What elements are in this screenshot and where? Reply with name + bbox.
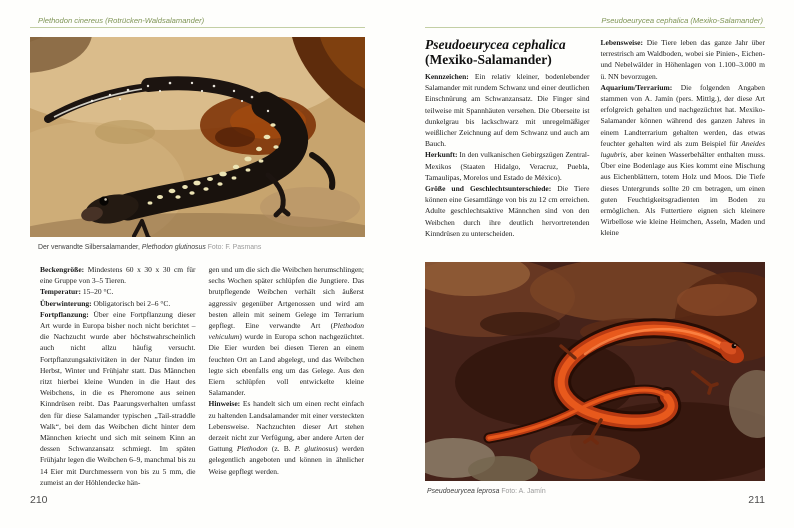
page-number-210: 210 xyxy=(30,494,48,506)
paragraph-kennzeichen: Kennzeichen: Ein relativ kleiner, bodenlebender Salamander mit rundem Schwanz und einer deutlichen Einschnürung am Schwanzansatz. Die Finger sind teilweise mit Spannhäuten versehen. Die Oberseite ist dunkelgrau bis lackschwarz mit unregelmäßiger weißlicher Zeichnung auf dem Schwanz und auch am Bauch. xyxy=(425,72,590,149)
paragraph-aquarium-terrarium: Aquarium/Terrarium: Die folgenden Angaben stammen von A. Jamín (pers. Mittlg.), der diese Art erfolgreich gehalten und nachgezüchtet hat. Mexiko-Salamander können während des ganzen Jahres in einem Landterrarium gehalten werden, das etwas feuchter gehalten wird als zum Beispiel für Aneides lugubris, aber keinen Wasserbehälter enthalten muss. Über eine Bodenlage aus Kies kommt eine Mischung aus Eichenblättern, totem Holz und Moos. Die Tiefe dieses Untergrunds sollte 20 cm betragen, um einen guten Feuchtigkeitsgradienten im Boden zu ermöglichen. Als Futtertiere eignen sich kleinere Wirbellose wie kleine Heimchen, Asseln, Maden und kleine xyxy=(600,82,765,238)
paragraph-temperatur: Temperatur: 15–20 °C. xyxy=(40,287,114,297)
paragraph-herkunft: Herkunft: In den vulkanischen Gebirgszügen Zentral-Mexikos (Staaten Hidalgo, Veracruz, Puebla, Tamaulipas, Morelos und Estado de México). xyxy=(425,150,590,182)
right-photo-caption: Pseudoeurycea leprosa Foto: A. Jamín xyxy=(427,488,546,495)
paragraph-groesse: Größe und Geschlechtsunterschiede: Die Tiere können eine Gesamtlänge von bis zu 12 cm erreichen. Adulte geschlechtsaktive Männchen sind von den Weibchen durch ihre deutlich hervortretenden Kinndrüsen zu unterscheiden. xyxy=(425,184,590,238)
species-title-common: (Mexiko-Salamander) xyxy=(425,52,552,67)
paragraph-fortpflanzung-continued: gen und um die sich die Weibchen herumschlingen; sechs Wochen später schlüpfen die Jungtiere. Das brutpflegende Weibchen verhält sich äußerst aggressiv gegenüber Artgenossen und wird am besten allein mit seinem Gelege im Terrarium gepflegt. Eine verwandte Art (Plethodon vehiculum) wurde in Europa schon nachgezüchtet. Die Eier wurden bei diesen Tieren an einem feuchten Ort an Land abgelegt, und das Weibchen legte sich ebenfalls eng um das Gelege. Aus den Eiern schlüpfen voll entwickelte kleine Salamander. xyxy=(208,265,364,398)
paragraph-beckengroesse: Beckengröße: Mindestens 60 x 30 x 30 cm für eine Gruppe von 3–5 Tieren. xyxy=(40,265,196,286)
paragraph-lebensweise: Lebensweise: Die Tiere leben das ganze Jahr über terrestrisch am Waldboden, wobei sie Pinien-, Eichen- und Nebelwälder in Höhenlagen von 1.100–3.000 m ü. NN bevorzugen. xyxy=(600,38,765,81)
right-page-column-2 xyxy=(601,37,766,239)
right-page-column-1 xyxy=(425,37,590,239)
silbersalamander-photo xyxy=(30,37,365,237)
salamander-photo-illustration xyxy=(30,37,365,237)
right-page-columns xyxy=(425,37,765,239)
left-page-column-1 xyxy=(40,264,196,488)
red-salamander-photo-illustration xyxy=(425,262,765,481)
paragraph-hinweise: Hinweise: Es handelt sich um einen recht einfach zu haltenden Landsalamander mit einer versteckten Lebensweise. Nachzuchten dieser Art stehen derzeit nicht zur Verfügung, aber andere Arten der Gattung Plethodon (z. B. P. glutinosus) werden gelegentlich angeboten und können in ähnlicher Weise gepflegt werden. xyxy=(208,399,365,476)
left-photo-caption: Der verwandte Silbersalamander, Plethodon glutinosus Foto: F. Pasmans xyxy=(38,244,262,251)
right-running-head: Pseudoeurycea cephalica (Mexiko-Salamander) xyxy=(425,15,765,28)
paragraph-fortpflanzung: Fortpflanzung: Über eine Fortpflanzung dieser Art wurde in Europa bisher noch nicht berichtet – die Nachzucht wurde aber höchstwahrscheinlich auch nicht allzu häufig versucht. Fortpflanzungsaktivitäten in der Natur finden im Herbst, Winter und Frühjahr statt. Das Männchen ritzt hierbei kleine Wunden in die Haut des Weibchens, in die es Pheromone aus seinen Kinndrüsen reibt. Das Paarungsverhalten umfasst den für diese Salamander typischen „Tail-straddle Walk“, bei dem das Weibchen dicht hinter dem Männchen kriecht und sich mit seinem Kinn an dessen Schwanzansatz schmiegt. Im späten Frühjahr legen die Weibchen 6–9, manchmal bis zu 14 Eier mit Durchmessern von bis zu 5 mm, die zumeist an der Höhlendecke hän- xyxy=(40,309,196,487)
pseudoeurycea-leprosa-photo xyxy=(425,262,765,481)
left-page-column-2 xyxy=(209,264,365,488)
species-title-latin: Pseudoeurycea cephalica xyxy=(425,37,566,52)
left-running-head: Plethodon cinereus (Rotrücken-Waldsalamander) xyxy=(30,15,365,28)
page-number-211: 211 xyxy=(748,494,765,506)
paragraph-ueberwinterung: Überwinterung: Obligatorisch bei 2–6 °C. xyxy=(40,298,171,308)
species-title xyxy=(425,37,590,67)
left-page-columns xyxy=(40,264,364,488)
